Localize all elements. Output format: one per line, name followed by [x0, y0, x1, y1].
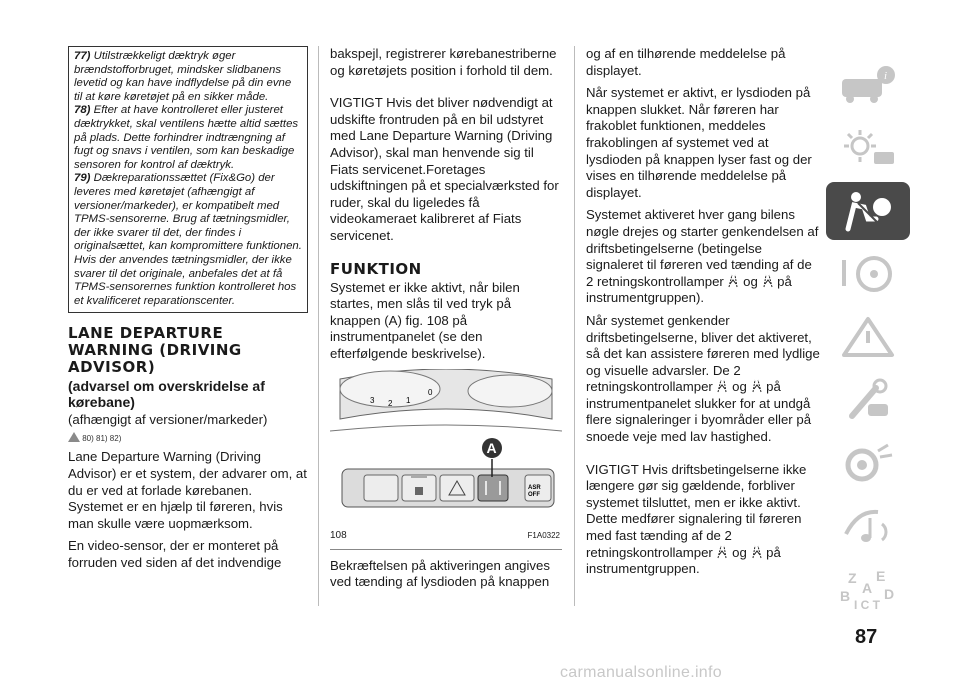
svg-text:B: B	[840, 588, 851, 604]
svg-text:I C T: I C T	[854, 598, 880, 611]
tab-emergency[interactable]	[826, 308, 910, 366]
tab-maintenance[interactable]	[826, 371, 910, 429]
callout-a: A	[486, 439, 497, 456]
reference-marks: 80) 81) 82)	[68, 431, 308, 448]
paragraph-important: VIGTIGT Hvis driftsbetingelserne ikke længere gør sig gældende, forbliver systemet tilsluttet, men er ikke aktivt. Dette medfører signalering til føreren med fast tænding af de 2 retningskontrollamper og på instrumentgruppen.	[586, 461, 807, 577]
right-lane-lamp-icon	[762, 274, 774, 288]
tab-warning-lights[interactable]	[826, 119, 910, 177]
note-78: 78) Efter at have kontrolleret eller justeret dæktrykket, skal ventilens hætte altid sættes på plads. Dette forhindrer indtrængning af fugt og snavs i ventilen, som kan beskadige sensoren for kontrol af dæktryk.	[74, 104, 299, 171]
paragraph: Systemet aktiveret hver gang bilens nøgle drejes og starter genkendelsen af driftsbetingelserne (betingelse signaleret til føreren ved tænding af de 2 retningskontrollamper og på instrumentgruppen).	[586, 207, 819, 306]
function-heading: FUNKTION	[330, 259, 422, 278]
index-icon	[838, 567, 898, 611]
svg-text:OFF: OFF	[528, 491, 540, 498]
svg-text:ASR: ASR	[528, 484, 541, 491]
tab-car-info[interactable]	[826, 56, 910, 114]
paragraph: og af en tilhørende meddelelse på displayet.	[586, 46, 786, 78]
maintenance-icon	[838, 378, 898, 422]
page-number: 87	[855, 626, 878, 648]
technical-data-icon	[838, 441, 898, 485]
svg-text:Z: Z	[848, 570, 857, 586]
svg-text:E: E	[876, 568, 886, 584]
right-lane-lamp-icon	[751, 379, 763, 393]
right-lane-lamp-icon	[751, 545, 763, 559]
tab-safety[interactable]	[826, 182, 910, 240]
gauge-number: 3	[370, 395, 375, 405]
gauge-number: 2	[388, 398, 393, 408]
svg-text:D: D	[884, 586, 895, 602]
column-divider	[574, 46, 575, 606]
column-2	[330, 46, 562, 597]
note-77: 77) Utilstrækkeligt dæktryk øger brændstofforbruget, mindsker slidbanens levetid og kan have indflydelse på din evne til at køre køretøjet på en sikker måde.	[74, 50, 292, 103]
warning-lights-icon	[838, 126, 898, 170]
svg-text:A: A	[862, 580, 873, 596]
emergency-icon	[838, 315, 898, 359]
paragraph: Når systemet er aktivt, er lysdioden på knappen slukket. Når føreren har frakoblet funktionen, meddeles frakoblingen af systemet ved at lysdioden på knappen lyser fast og der vises en tilhørende meddelelse på displayet.	[586, 85, 812, 200]
column-3	[586, 46, 820, 584]
tab-starting-driving[interactable]	[826, 245, 910, 303]
paragraph: Når systemet genkender driftsbetingelserne, bliver det aktiveret, så det kan assistere føreren med lydlige og visuelle advarsler. De 2 retningskontrollamper og på instrumentpanelet slukker for at undgå flere signaleringer i byområder eller på snoede veje med lav hastighed.	[586, 312, 820, 445]
svg-text:i: i	[884, 70, 888, 82]
gauge-number: 0	[428, 387, 433, 397]
column-1	[68, 46, 308, 578]
multimedia-icon	[838, 504, 898, 548]
section-subtitle: (advarsel om overskridelse af kørebane)	[68, 378, 265, 411]
paragraph: En video-sensor, der er monteret på forruden ved siden af det indvendige	[68, 538, 282, 571]
figure-code: F1A0322	[527, 530, 560, 540]
paragraph-important: VIGTIGT Hvis det bliver nødvendigt at udskifte frontruden på en bil udstyret med Lane Departure Warning (Driving Advisor), skal man henvende sig til Fiats servicenet.Foretages udskiftningen på et specialværksted for ruder, skal du ligeledes få videokameraet kalibreret af Fiats servicenet.	[330, 95, 559, 243]
figure-108	[330, 369, 562, 550]
left-lane-lamp-icon	[716, 379, 728, 393]
left-lane-lamp-icon	[727, 274, 739, 288]
figure-number: 108	[330, 529, 347, 541]
warning-triangle-icon	[68, 432, 80, 442]
note-79: 79) Dækreparationssættet (Fix&Go) der leveres med køretøjet (afhængigt af versioner/markeder), er kompatibelt med TPMS-sensorerne. Brug af tætningsmidler, der ikke svarer til det, der findes i originalsættet, kan kompromittere funktionen. Hvis der anvendes tætningsmidler, der ikke svarer til det originale, anbefales det at få TPMS-sensorernes funktion kontrolleret hos et kvalificeret reparationscenter.	[74, 172, 302, 307]
notes-box	[68, 46, 308, 313]
variant-note: (afhængigt af versioner/markeder)	[68, 412, 268, 428]
chapter-sidebar	[826, 56, 910, 623]
paragraph: Systemet er ikke aktivt, når bilen startes, men slås til ved tryk på knappen (A) fig. 108 på instrumentpanelet (se den efterfølgende beskrivelse).	[330, 279, 520, 361]
section-title: LANE DEPARTURE WARNING (DRIVING ADVISOR)	[68, 324, 242, 377]
column-divider	[318, 46, 319, 606]
tab-multimedia[interactable]	[826, 497, 910, 555]
tab-technical-data[interactable]	[826, 434, 910, 492]
paragraph: Lane Departure Warning (Driving Advisor) er et system, der advarer om, at du er ved at forlade kørebanen. Systemet er en hjælp til føreren, hvis man skulle være uopmærksom.	[68, 449, 307, 531]
starting-driving-icon	[838, 252, 898, 296]
left-lane-lamp-icon	[716, 545, 728, 559]
gauge-number: 1	[406, 395, 411, 405]
paragraph: bakspejl, registrerer kørebanestriberne og køretøjets position i forhold til dem.	[330, 46, 557, 78]
safety-airbag-icon	[838, 189, 898, 233]
watermark: carmanualsonline.info	[560, 664, 722, 681]
dashboard-button-illustration	[330, 369, 562, 529]
car-info-icon	[838, 63, 898, 107]
tab-index[interactable]	[826, 560, 910, 618]
paragraph: Bekræftelsen på aktiveringen angives ved tænding af lysdioden på knappen	[330, 557, 550, 590]
